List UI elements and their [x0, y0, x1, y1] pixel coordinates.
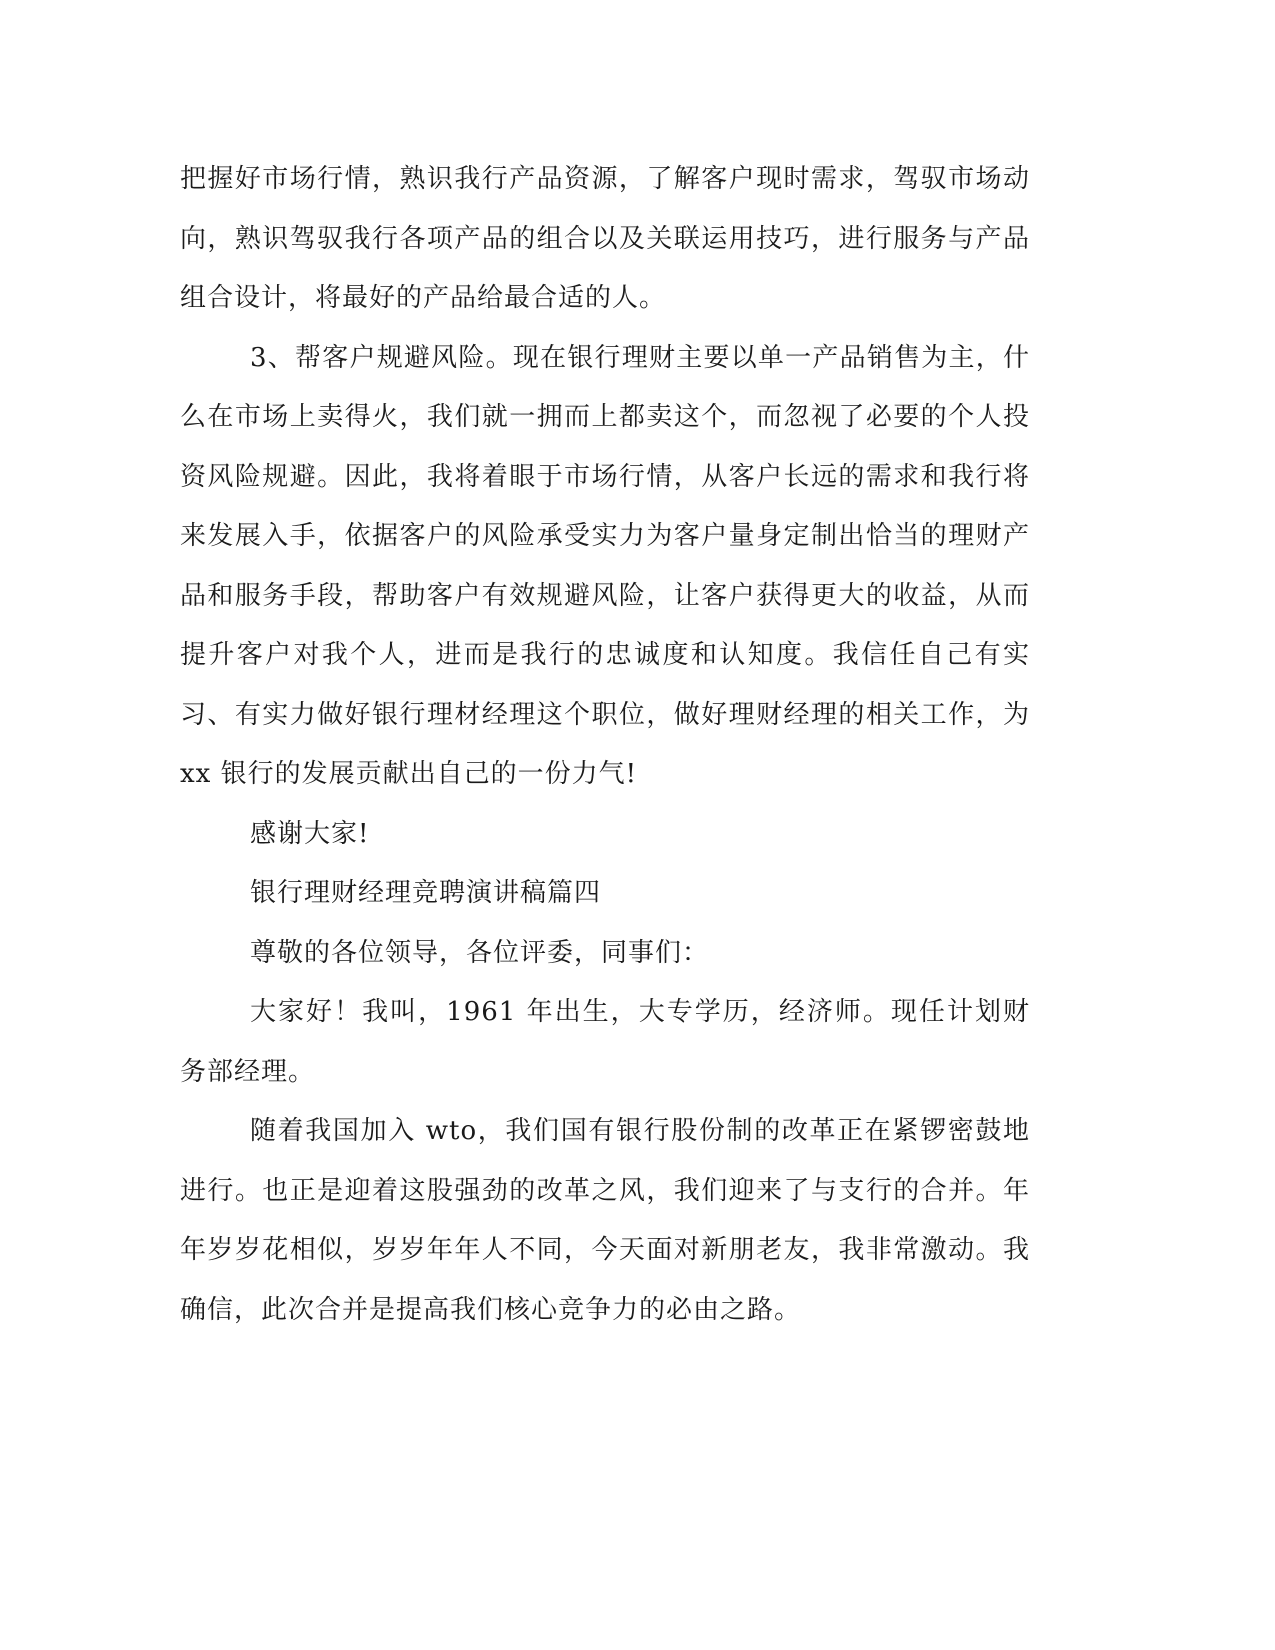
paragraph-risk-avoidance: 3、帮客户规避风险。现在银行理财主要以单一产品销售为主，什么在市场上卖得火，我们就一拥而上都卖这个，而忽视了必要的个人投资风险规避。因此，我将着眼于市场行情，从客户长远的需求和我行将来发展入手，依据客户的风险承受实力为客户量身定制出恰当的理财产品和服务手段，帮助客户有效规避风险，让客户获得更大的收益，从而提升客户对我个人，进而是我行的忠诚度和认知度。我信任自己有实习、有实力做好银行理材经理这个职位，做好理财经理的相关工作，为 xx 银行的发展贡献出自己的一份力气!	[180, 342, 1030, 789]
paragraph-thanks: 感谢大家!	[250, 818, 370, 849]
paragraph-self-intro: 大家好！我叫，1961 年出生，大专学历，经济师。现任计划财务部经理。	[180, 997, 1030, 1087]
paragraph-market-grasp: 把握好市场行情，熟识我行产品资源，了解客户现时需求，驾驭市场动向，熟识驾驭我行各项产品的组合以及关联运用技巧，进行服务与产品组合设计，将最好的产品给最合适的人。	[180, 164, 1030, 313]
paragraph-merger: 随着我国加入 wto，我们国有银行股份制的改革正在紧锣密鼓地进行。也正是迎着这股强劲的改革之风，我们迎来了与支行的合并。年年岁岁花相似，岁岁年年人不同，今天面对新朋老友，我非常激动。我确信，此次合并是提高我们核心竞争力的必由之路。	[180, 1116, 1030, 1325]
paragraph-salutation: 尊敬的各位领导，各位评委，同事们：	[250, 937, 710, 968]
document-page	[180, 150, 1030, 1340]
section-title: 银行理财经理竞聘演讲稿篇四	[250, 878, 602, 908]
